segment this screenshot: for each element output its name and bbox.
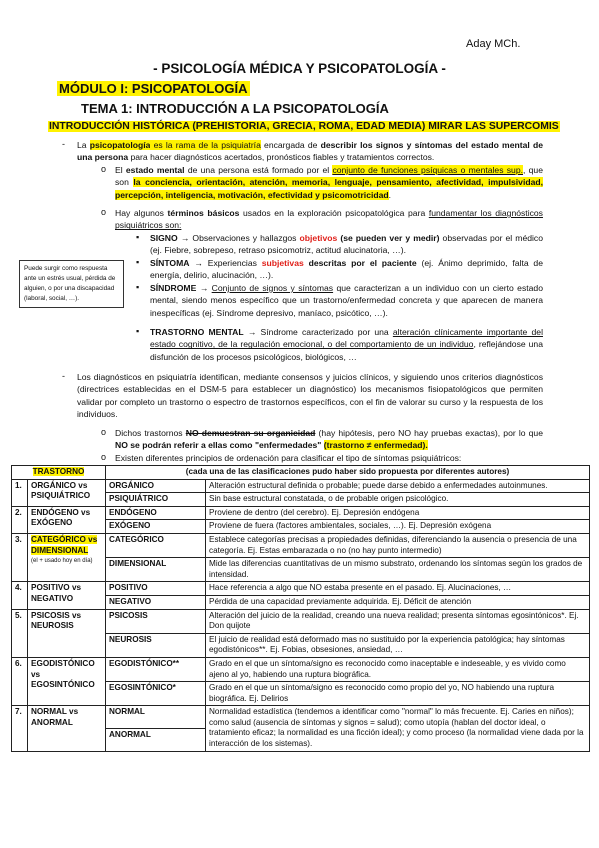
table-header-right: (cada una de las clasificaciones pudo haber sido propuesta por diferentes autores) [106,466,590,480]
classification-name [28,657,106,705]
category-description: El juicio de realidad está deformado mas no sustituido por la experiencia patológica; hay síntomas egodistónicos**. Ej. Fobias, obsesiones, ansiedad, … [206,633,590,657]
tema-heading: TEMA 1: INTRODUCCIÓN A LA PSICOPATOLOGÍA [81,101,389,116]
module-heading: MÓDULO I: PSICOPATOLOGÍA [59,81,248,96]
circle-bullet: o [101,164,107,174]
category-description: Normalidad estadística (tendemos a identificar como "normal" lo más frecuente. Ej. Caries en niños); como salud (ausencia de síntomas y signos = salud); como utopía (hablan del doctor ideal, o tratamiento eficaz; la normalidad es una ficción ideal); y como proceso (la normalidad viene dada por la interacción de los sistemas). [206,706,590,751]
classification-label: EGODISTÓNICO vs EGOSINTÓNICO [31,658,95,690]
table-row [12,706,590,729]
classification-name [28,506,106,533]
paragraph-diagnosticos: Los diagnósticos en psiquiatría identifican, mediante consensos y juicios clínicos, y siguiendo unos criterios diagnósticos (directrices establecidas en el DSM-5 para establecer un diagnóstico) los mecanismos fisiopatológicos que permiten validar por completo un trastorno o espectro de trastornos específicos, con el fin de valorar su curso y la respuesta de los individuos. [77,372,543,420]
category-description: Alteración del juicio de la realidad, creando una nueva realidad; presenta síntomas egosintónicos*. Ej. Don quijote [206,609,590,633]
classification-table [11,465,590,752]
classification-name [28,609,106,657]
paragraph-principios: Existen diferentes principios de ordenación para clasificar el tipo de síntomas psiquiátricos: [115,453,462,463]
category-term: EXÓGENO [106,520,206,534]
row-number: 7. [12,706,28,751]
category-description: Pérdida de una capacidad previamente adquirida. Ej. Déficit de atención [206,595,590,609]
category-description: Establece categorías precisas a propiedades definidas, diferenciando la ausencia o presencia de una categoría. Ej. Estas embarazada o no (no hay punto intermedio) [206,533,590,557]
classification-label: NORMAL vs ANORMAL [31,707,79,727]
category-description: Proviene de fuera (factores ambientales, sociales, …). Ej. Depresión exógena [206,520,590,534]
table-header-row [12,466,590,480]
classification-name [28,533,106,581]
row-number: 3. [12,533,28,581]
category-description: Mide las diferencias cuantitativas de un mismo substrato, ordenando los síntomas según los grados de intensidad. [206,558,590,582]
table-header-left: TRASTORNO [12,466,106,480]
category-term: EGODISTÓNICO** [106,657,206,681]
category-description: Sin base estructural constatada, o de probable origen psicológico. [206,493,590,507]
dash-bullet: - [62,371,65,381]
paragraph-organicidad: Dichos trastornos NO demuestran su organicidad (hay hipótesis, pero NO hay pruebas exactas), por lo que NO se podrán referir a ellas como "enfermedades" (trastorno ≠ enfermedad). [115,428,543,451]
classification-label: ENDÓGENO vs EXÓGENO [31,507,91,528]
classification-name [28,706,106,751]
category-description: Grado en el que un síntoma/signo es reconocido como propio del yo, NO habiendo una ruptura biográfica. Ej. Delirios [206,682,590,706]
dash-bullet: - [62,139,65,149]
row-number: 1. [12,479,28,506]
table-row [12,533,590,557]
row-number: 6. [12,657,28,705]
paragraph-psicopatologia: La psicopatología es la rama de la psiquiatría encargada de describir los signos y síntomas del estado mental de una persona para hacer diagnósticos acertados, pronósticos fiables y tratamientos correctos. [77,140,543,163]
classification-label: PSICOSIS vs NEUROSIS [31,610,82,631]
table-row [12,479,590,493]
category-description: Hace referencia a algo que NO estaba presente en el pasado. Ej. Alucinaciones, … [206,582,590,596]
term-signo: SIGNO → Observaciones y hallazgos objetivos (se pueden ver y medir) observadas por el médico (ej. Fiebre, sobrepeso, retraso psicomotriz, actitud alucinatoria, …). [150,233,543,256]
term-sintoma: SÍNTOMA → Experiencias subjetivas descritas por el paciente (ej. Ánimo deprimido, falta de energía, delirio, alucinación, …). [150,258,543,281]
category-description: Proviene de dentro (del cerebro). Ej. Depresión endógena [206,506,590,520]
classification-subnote: (el + usado hoy en día) [31,558,93,565]
circle-bullet: o [101,427,107,437]
circle-bullet: o [101,207,107,217]
paragraph-estado-mental: El estado mental de una persona está formado por el conjunto de funciones psíquicas o mentales sup., que son la conciencia, orientación, atención, memoria, lenguaje, pensamiento, afectividad, impulsividad, percepción, inteligencia, motivación, efectividad y psicomotricidad. [115,165,544,200]
category-term: DIMENSIONAL [106,558,206,582]
category-description: Alteración estructural definida o probable; puede darse debido a enfermedades autoinmunes. [206,479,590,493]
square-bullet: ▪ [136,232,140,242]
square-bullet: ▪ [136,282,140,292]
classification-label: CATEGÓRICO vs DIMENSIONAL [31,534,98,555]
row-number: 5. [12,609,28,657]
category-term: NEUROSIS [106,633,206,657]
classification-label: ORGÁNICO vs PSIQUIÁTRICO [31,480,91,501]
table-row [12,657,590,681]
row-number: 2. [12,506,28,533]
category-term: PSICOSIS [106,609,206,633]
circle-bullet: o [101,452,107,462]
category-term: ORGÁNICO [106,479,206,493]
table-row [12,506,590,520]
paragraph-terminos: Hay algunos términos básicos usados en la exploración psicopatológica para fundamentar los diagnósticos psiquiátricos son: [115,208,543,231]
side-note-box: Puede surgir como respuesta ante un estrés usual, pérdida de alguien, o por una discapacidad (laboral, social, …). [19,260,124,308]
category-term: ANORMAL [106,728,206,751]
category-description: Grado en el que un síntoma/signo es reconocido como inaceptable e indeseable, y es vivido como ajeno al yo, habiendo una ruptura biográfica. [206,657,590,681]
document-title: - PSICOLOGÍA MÉDICA Y PSICOPATOLOGÍA - [153,61,446,76]
author-name: Aday MCh. [466,38,521,50]
category-term: NORMAL [106,706,206,729]
term-sindrome: SÍNDROME → Conjunto de signos y síntomas que caracterizan a un individuo con un cierto estado mental, siendo menos específico que un trastorno/enfermedad concreta y que aparecen de manera inespecíficas (ej. Síndrome depresivo, maníaco, psicótico, …). [150,283,543,318]
category-term: PSIQUIÁTRICO [106,493,206,507]
term-trastorno-mental: TRASTORNO MENTAL → Síndrome caracterizado por una alteración clínicamente importante del estado cognitivo, de la regulación emocional, o del comportamiento de un individuo, reflejándose una disfunción de los procesos psicológicos, biológicos, … [150,327,543,362]
category-term: EGOSINTÓNICO* [106,682,206,706]
row-number: 4. [12,582,28,609]
classification-label: POSITIVO vs NEGATIVO [31,583,82,603]
category-term: ENDÓGENO [106,506,206,520]
category-term: POSITIVO [106,582,206,596]
classification-name [28,582,106,609]
table-row [12,582,590,596]
category-term: NEGATIVO [106,595,206,609]
classification-name [28,479,106,506]
category-term: CATEGÓRICO [106,533,206,557]
square-bullet: ▪ [136,326,140,336]
table-row [12,609,590,633]
square-bullet: ▪ [136,257,140,267]
intro-heading: INTRODUCCIÓN HISTÓRICA (PREHISTORIA, GRECIA, ROMA, EDAD MEDIA) MIRAR LAS SUPERCOMIS [49,121,559,132]
